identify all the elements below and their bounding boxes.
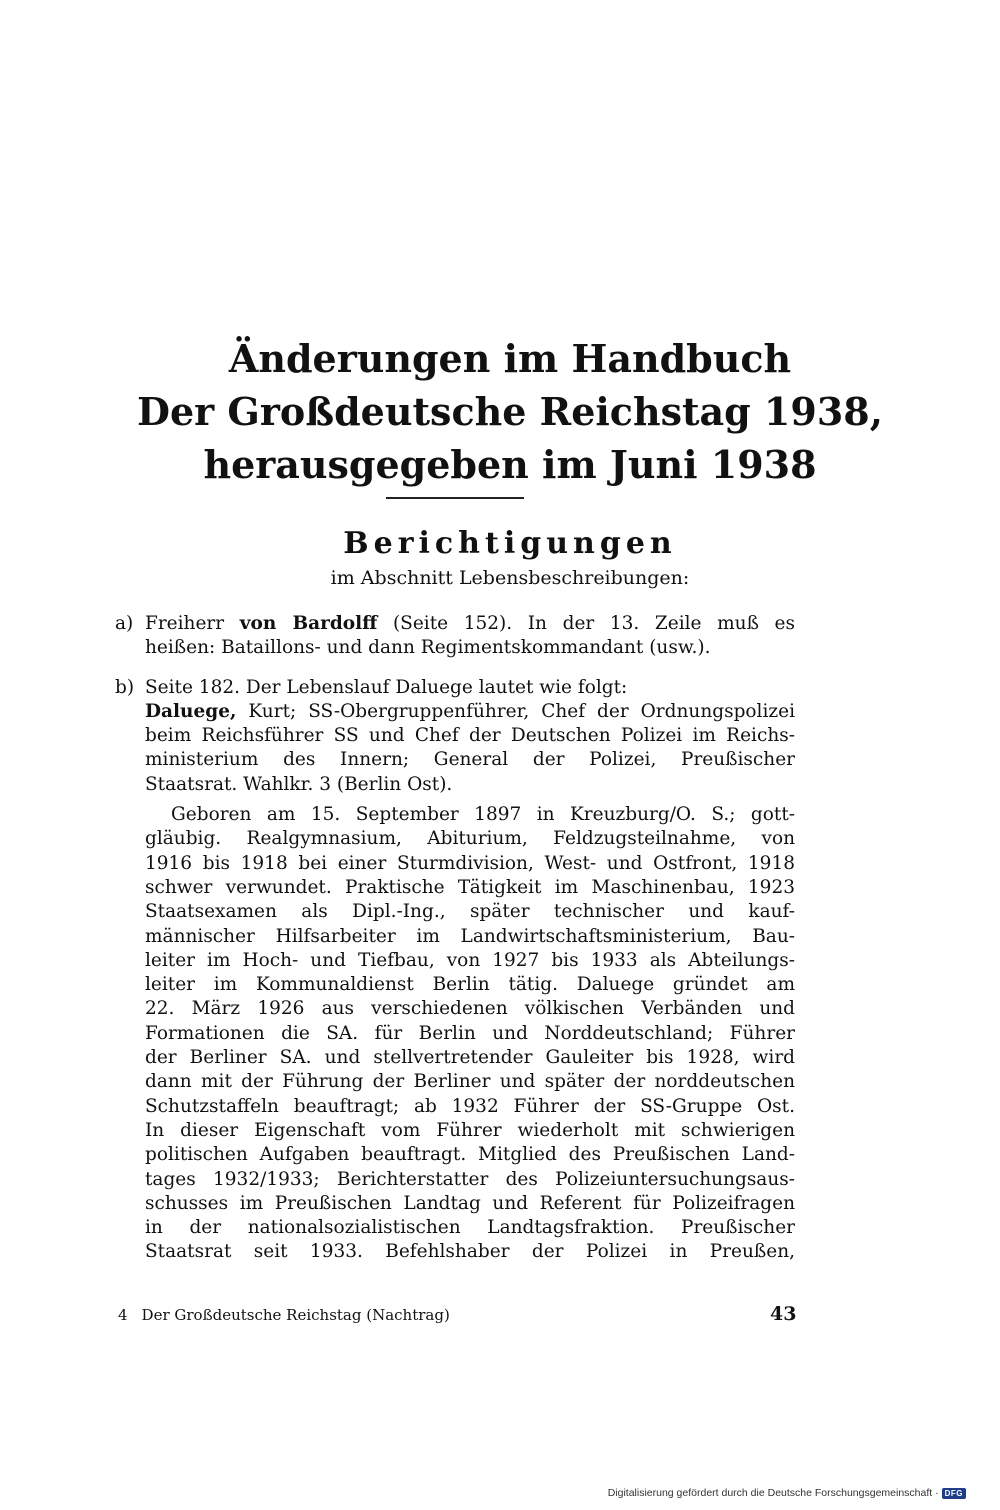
item-b-paragraph-1 (145, 700, 795, 797)
sheet-signature: 4 (118, 1306, 128, 1324)
item-b-line: Formationen die SA. für Berlin und Norddeutschland; Führer (145, 1022, 795, 1044)
section-heading: Berichtigungen (343, 526, 677, 561)
item-b-line: Staatsrat. Wahlkr. 3 (Berlin Ost). (145, 773, 453, 795)
item-a-line-1 (145, 612, 795, 636)
digitization-credit (608, 1487, 966, 1499)
item-b-line: Geboren am 15. September 1897 in Kreuzburg/O. S.; gott- (171, 804, 795, 826)
item-b-line: leiter im Kommunaldienst Berlin tätig. Daluege gründet am (145, 974, 795, 996)
item-b-name-rest: Kurt; SS-Obergruppenführer, Chef der Ordnungspolizei (236, 700, 795, 722)
item-marker: a) (115, 613, 134, 634)
running-title: Der Großdeutsche Reichstag (Nachtrag) (141, 1306, 450, 1324)
item-b-line: ministerium des Innern; General der Polizei, Preußischer (145, 749, 795, 771)
title-line-1: Änderungen im Handbuch (228, 336, 792, 381)
document-title (100, 332, 920, 491)
item-b-line (145, 700, 795, 724)
item-b-line: 22. März 1926 aus verschiedenen völkischen Verbänden und (145, 998, 795, 1020)
item-b-line: leiter im Hoch- und Tiefbau, von 1927 bis 1933 als Abteilungs- (145, 949, 795, 971)
item-b-line: politischen Aufgaben beauftragt. Mitglied des Preußischen Land- (145, 1144, 795, 1166)
item-a-text-post: (Seite 152). In der 13. Zeile muß es (377, 613, 796, 634)
item-b-line: gläubig. Realgymnasium, Abiturium, Feldzugsteilnahme, von (145, 828, 795, 850)
item-b-line: Schutzstaffeln beauftragt; ab 1932 Führer der SS-Gruppe Ost. (145, 1095, 795, 1117)
page-footer (118, 1306, 450, 1324)
correction-item-b (115, 676, 795, 1265)
item-b-line: der Berliner SA. und stellvertretender Gauleiter bis 1928, wird (145, 1047, 795, 1069)
item-b-line: in der nationalsozialistischen Landtagsfraktion. Preußischer (145, 1217, 795, 1239)
title-divider (386, 497, 524, 499)
item-b-line: schusses im Preußischen Landtag und Referent für Polizeifragen (145, 1192, 795, 1214)
dfg-logo-icon: DFG (942, 1488, 966, 1499)
item-b-intro: Seite 182. Der Lebenslauf Daluege lautet wie folgt: (145, 676, 628, 698)
item-a-name: von Bardolff (239, 613, 378, 634)
item-marker: b) (115, 676, 135, 698)
item-a-text-pre: Freiherr (145, 613, 240, 634)
title-line-3: herausgegeben im Juni 1938 (203, 442, 817, 487)
section-subheading: im Abschnitt Lebensbeschreibungen: (330, 567, 690, 589)
page-number: 43 (770, 1303, 797, 1325)
item-b-line: dann mit der Führung der Berliner und später der norddeutschen (145, 1071, 795, 1093)
item-b-line: tages 1932/1933; Berichterstatter des Polizeiuntersuchungsaus- (145, 1168, 795, 1190)
correction-item-a (115, 612, 795, 661)
item-b-line: Staatsrat seit 1933. Befehlshaber der Polizei in Preußen, (145, 1241, 795, 1263)
corrections-body (115, 612, 795, 1265)
title-line-2: Der Großdeutsche Reichstag 1938, (137, 389, 883, 434)
item-b-paragraph-2 (145, 803, 795, 1265)
item-a-line-2: heißen: Bataillons- und dann Regimentskommandant (usw.). (145, 637, 711, 659)
credit-text: Digitalisierung gefördert durch die Deutsche Forschungsgemeinschaft · (607, 1487, 939, 1499)
item-b-name: Daluege, (145, 700, 237, 722)
item-b-line: schwer verwundet. Praktische Tätigkeit im Maschinenbau, 1923 (145, 876, 795, 898)
item-b-line: Staatsexamen als Dipl.-Ing., später technischer und kauf- (145, 901, 795, 923)
item-b-line: beim Reichsführer SS und Chef der Deutschen Polizei im Reichs- (145, 725, 795, 747)
item-b-line: männischer Hilfsarbeiter im Landwirtschaftsministerium, Bau- (145, 925, 795, 947)
item-b-line: In dieser Eigenschaft vom Führer wiederholt mit schwierigen (145, 1119, 795, 1141)
item-b-line: 1916 bis 1918 bei einer Sturmdivision, West- und Ostfront, 1918 (145, 852, 795, 874)
